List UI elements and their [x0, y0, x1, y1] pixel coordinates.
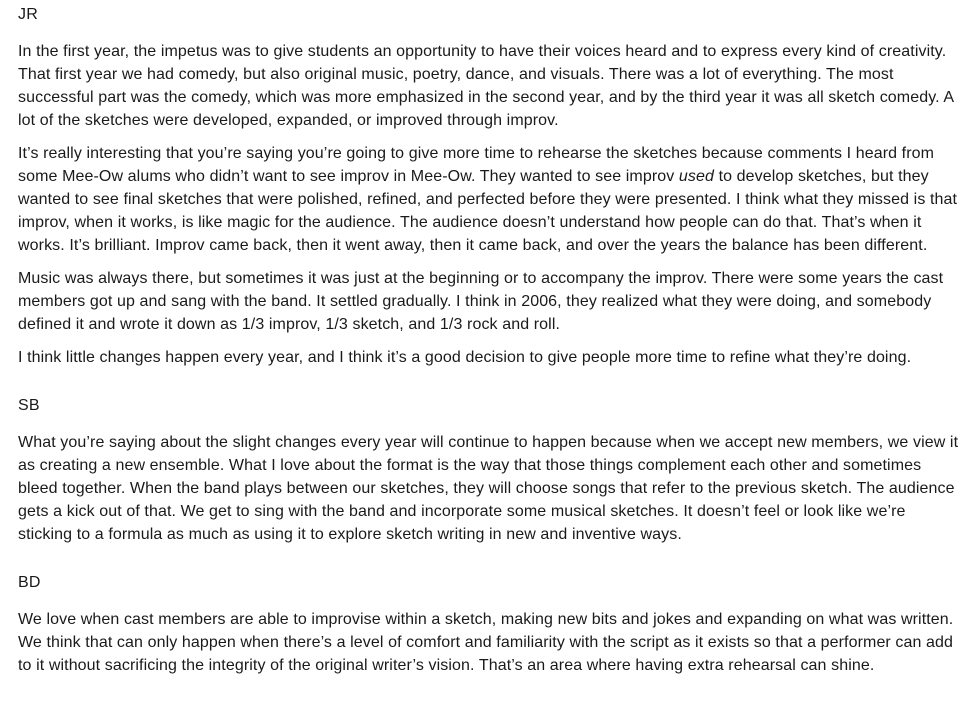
emphasis-text: used	[678, 168, 715, 185]
speaker-label-jr: JR	[18, 6, 38, 23]
paragraph-text: It’s really interesting that you’re saying you’re going to give more time to rehearse the sketches because comments I heard from some Mee-Ow alums who didn’t want to see improv in Mee-Ow. They wanted to see improv	[18, 145, 935, 185]
paragraph-with-emphasis	[18, 142, 962, 257]
paragraph: I think little changes happen every year, and I think it’s a good decision to give people more time to refine what they’re doing.	[18, 349, 912, 366]
speaker-label-bd: BD	[18, 574, 41, 591]
paragraph: What you’re saying about the slight changes every year will continue to happen because when we accept new members, we view it as creating a new ensemble. What I love about the format is the way that those things complement each other and sometimes bleed together. When the band plays between our sketches, they will choose songs that refer to the previous sketch. The audience gets a kick out of that. We get to sing with the band and incorporate some musical sketches. It doesn’t feel or look like we’re sticking to a formula as much as using it to explore sketch writing in new and inventive ways.	[18, 434, 959, 543]
paragraph: In the first year, the impetus was to give students an opportunity to have their voices heard and to express every kind of creativity. That first year we had comedy, but also original music, poetry, dance, and visuals. There was a lot of everything. The most successful part was the comedy, which was more emphasized in the second year, and by the third year it was all sketch comedy. A lot of the sketches were developed, expanded, or improved through improv.	[18, 43, 954, 129]
paragraph-text: to develop sketches, but they wanted to see final sketches that were polished, refined, and perfected before they were presented. I think what they missed is that improv, when it works, is like magic for the audience. The audience doesn’t understand how people can do that. That’s when it works. It’s brilliant. Improv came back, then it went away, then it came back, and over the years the balance has been different.	[18, 168, 958, 254]
speaker-label-sb: SB	[18, 397, 40, 414]
paragraph: Music was always there, but sometimes it was just at the beginning or to accompany the improv. There were some years the cast members got up and sang with the band. It settled gradually. I think in 2006, they realized what they were doing, and somebody defined it and wrote it down as 1/3 improv, 1/3 sketch, and 1/3 rock and roll.	[18, 270, 944, 333]
paragraph: We love when cast members are able to improvise within a sketch, making new bits and jokes and expanding on what was written. We think that can only happen when there’s a level of comfort and familiarity with the script as it exists so that a performer can add to it without sacrificing the integrity of the original writer’s vision. That’s an area where having extra rehearsal can shine.	[18, 611, 954, 674]
